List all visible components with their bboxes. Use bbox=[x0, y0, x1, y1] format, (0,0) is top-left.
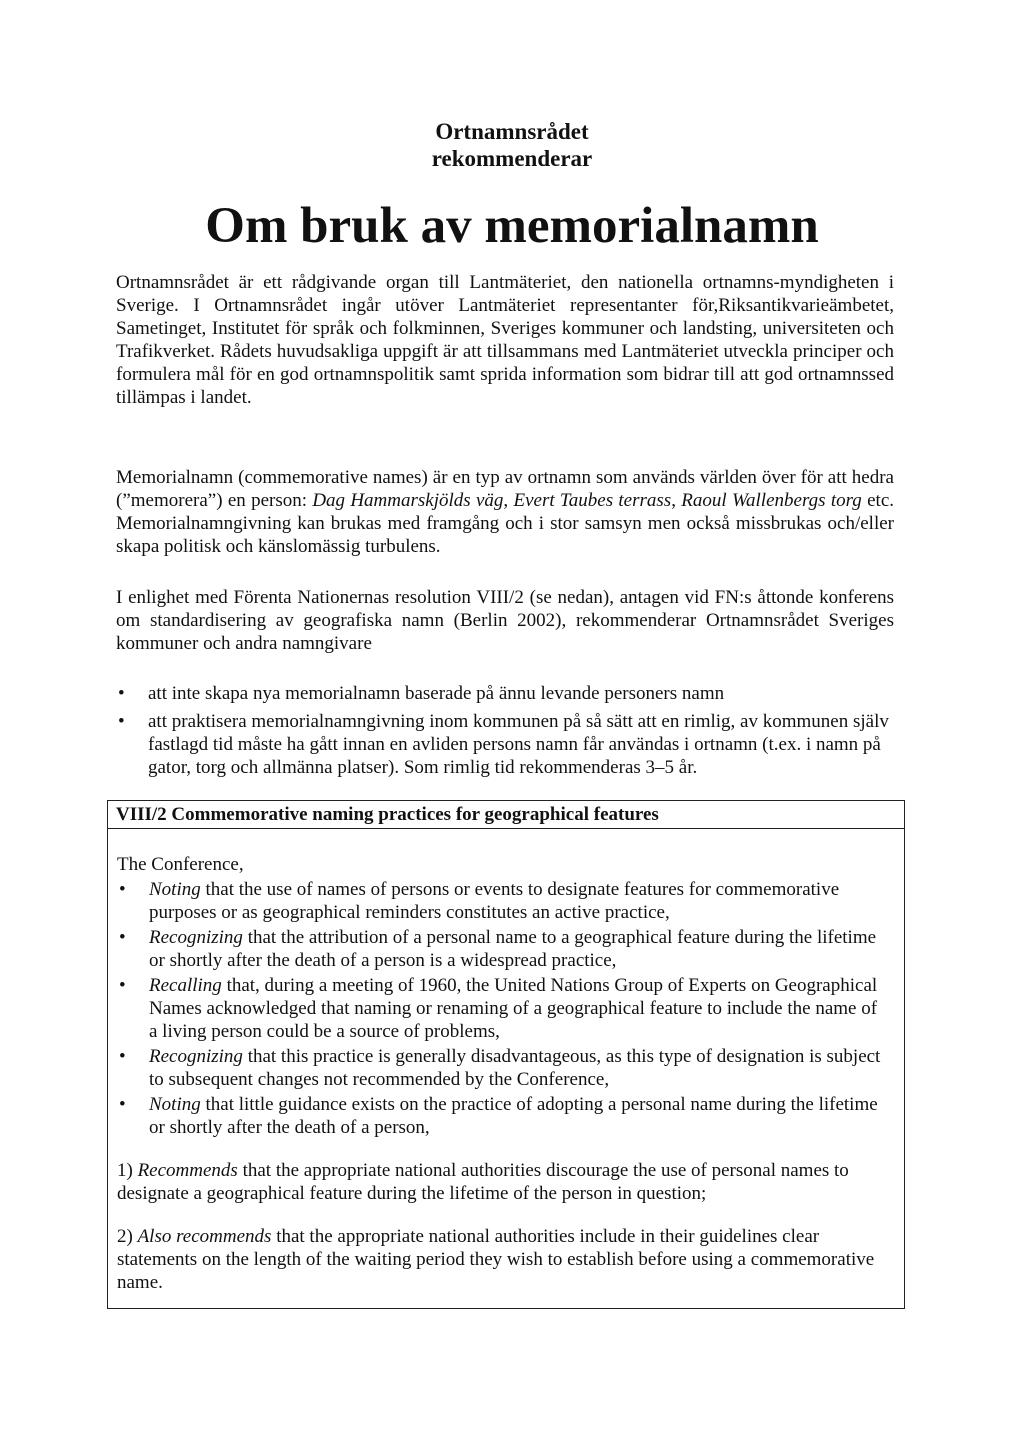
rec-text: that the appropriate national authorities include in their guidelines clear statements on the length of the waiting period they wish to establish before using a commemorative name. bbox=[117, 1226, 875, 1293]
resolution-heading: VIII/2 Commemorative naming practices for geographical features bbox=[108, 801, 904, 829]
recommendation-1 bbox=[117, 1159, 887, 1205]
recommendation-text: att praktisera memorialnamngivning inom kommunen på så sätt att en rimlig, av kommunen själv fastlagd tid måste ha gått innan en avliden persons namn får användas i ortnamn (t.ex. i namn på gator, torg och allmänna platser). Som rimlig tid rekommenderas 3–5 år. bbox=[148, 711, 889, 778]
resolution-opening: The Conference, bbox=[117, 854, 244, 875]
bullet-icon: • bbox=[119, 1094, 126, 1115]
bullet-icon: • bbox=[118, 711, 125, 732]
rec-number: 1) bbox=[117, 1160, 138, 1181]
list-item bbox=[117, 878, 887, 924]
clause-text: that little guidance exists on the practice of adopting a personal name during the lifetime or shortly after the death of a person, bbox=[149, 1094, 878, 1138]
intro-paragraph: Ortnamnsrådet är ett rådgivande organ till Lantmäteriet, den nationella ortnamns-myndigheten i Sverige. I Ortnamnsrådet ingår utöver Lantmäteriet representanter för,Riksantikvarieämbetet, Sametinget, Institutet för språk och folkminnen, Sveriges kommuner och landsting, universiteten och Trafikverket. Rådets huvudsakliga uppgift är att tillsammans med Lantmäteriet utveckla principer och formulera mål för en god ortnamnspolitik samt sprida information som bidrar till att god ortnamnssed tillämpas i landet. bbox=[116, 272, 894, 408]
list-item bbox=[117, 1045, 887, 1091]
list-item bbox=[117, 926, 887, 972]
list-item bbox=[116, 682, 906, 705]
clause-lead: Recognizing bbox=[149, 927, 243, 948]
kicker-line-2: rekommenderar bbox=[431, 146, 593, 171]
rec-number: 2) bbox=[117, 1226, 138, 1247]
clause-lead: Noting bbox=[149, 879, 201, 900]
rec-text: that the appropriate national authorities discourage the use of personal names to designate a geographical feature during the lifetime of the person in question; bbox=[117, 1160, 849, 1204]
resolution-content bbox=[117, 853, 887, 1294]
separator-2: , bbox=[671, 490, 682, 511]
recommendation-text: att inte skapa nya memorialnamn baserade på ännu levande personers namn bbox=[148, 683, 725, 704]
bullet-icon: • bbox=[119, 1046, 126, 1067]
separator-1: , bbox=[503, 490, 514, 511]
list-item bbox=[117, 974, 887, 1043]
page-title: Om bruk av memorialnamn bbox=[205, 198, 819, 254]
rec-lead: Recommends bbox=[137, 1160, 238, 1181]
clause-lead: Recognizing bbox=[149, 1046, 243, 1067]
example-name-3: Raoul Wallenbergs torg bbox=[681, 490, 862, 511]
example-name-1: Dag Hammarskjölds väg bbox=[312, 490, 504, 511]
clause-text: that, during a meeting of 1960, the United Nations Group of Experts on Geographical Names acknowledged that naming or renaming of a geographical feature to include the name of a living person could be a source of problems, bbox=[149, 975, 878, 1042]
list-item bbox=[117, 1093, 887, 1139]
resolution-box bbox=[107, 800, 905, 1309]
memorial-text-2: etc. Memorialnamngivning kan brukas med framgång och i stor samsyn men också missbrukas och/eller skapa politisk och känslomässig turbulens. bbox=[116, 490, 895, 557]
rec-lead: Also recommends bbox=[137, 1226, 272, 1247]
clause-text: that this practice is generally disadvantageous, as this type of designation is subject to subsequent changes not recommended by the Conference, bbox=[149, 1046, 881, 1090]
recommendation-2 bbox=[117, 1225, 887, 1294]
clause-lead: Noting bbox=[149, 1094, 201, 1115]
kicker-line-1: Ortnamnsrådet bbox=[435, 119, 589, 144]
bullet-icon: • bbox=[118, 683, 125, 704]
bullet-icon: • bbox=[119, 927, 126, 948]
clause-text: that the use of names of persons or events to designate features for commemorative purposes or as geographical reminders constitutes an active practice, bbox=[149, 879, 840, 923]
clause-lead: Recalling bbox=[149, 975, 222, 996]
memorial-text-1: Memorialnamn (commemorative names) är en typ av ortnamn som används världen över för att hedra (”memorera”) en person: bbox=[116, 467, 894, 511]
resolution-reference-paragraph: I enlighet med Förenta Nationernas resolution VIII/2 (se nedan), antagen vid FN:s åttonde konferens om standardisering av geografiska namn (Berlin 2002), rekommenderar Ortnamnsrådet Sveriges kommuner och andra namngivare bbox=[116, 587, 894, 654]
memorial-paragraph bbox=[116, 466, 894, 558]
bullet-icon: • bbox=[119, 975, 126, 996]
list-item bbox=[116, 710, 906, 779]
bullet-icon: • bbox=[119, 879, 126, 900]
clause-text: that the attribution of a personal name to a geographical feature during the lifetime or shortly after the death of a person is a widespread practice, bbox=[149, 927, 877, 971]
example-name-2: Evert Taubes terrass bbox=[513, 490, 672, 511]
recommendation-list bbox=[116, 682, 906, 784]
resolution-clause-list bbox=[117, 878, 887, 1139]
kicker bbox=[0, 118, 1024, 172]
